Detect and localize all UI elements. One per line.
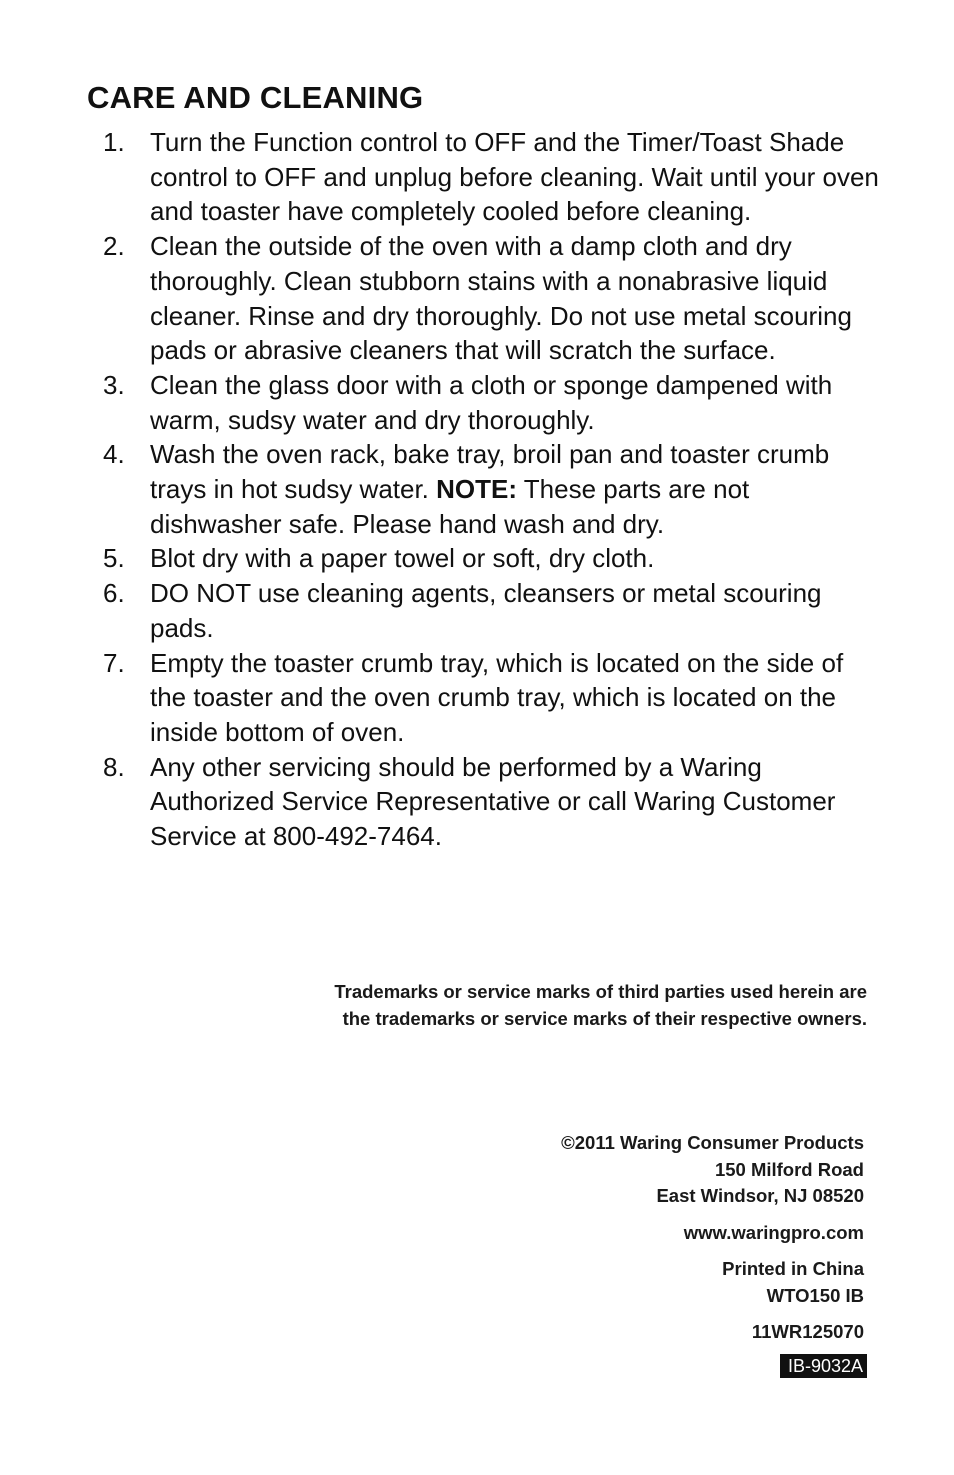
step-text: Clean the glass door with a cloth or sponge dampened with warm, sudsy water and dry thoroughly. [150,369,833,435]
page-title: CARE AND CLEANING [87,80,424,115]
step-item [103,541,883,576]
address-city: East Windsor, NJ 08520 [656,1185,864,1206]
step-number: 1. [103,127,125,157]
step-text: Any other servicing should be performed by a Waring Authorized Service Representative or call Waring Customer Service at 800-492-7464. [150,751,836,852]
step-text-before-note: Wash the oven rack, bake tray, broil pan and toaster crumb trays in hot sudsy water. [150,439,830,505]
cleaning-steps-list [103,125,883,854]
company-footer [561,1130,864,1346]
note-label: NOTE: [436,474,518,505]
step-number: 3. [103,369,125,400]
step-number: 8. [103,751,125,782]
step-number: 4. [103,439,125,470]
step-item [103,646,883,750]
step-text: Blot dry with a paper towel or soft, dry cloth. [150,543,655,574]
step-number: 2. [103,231,125,262]
document-id-badge: IB-9032A [780,1354,867,1378]
trademark-notice [334,978,867,1032]
address-street: 150 Milford Road [714,1158,864,1180]
trademark-line-2: the trademarks or service marks of their respective owners. [342,1008,867,1029]
model-number: WTO150 IB [766,1284,864,1306]
step-item [103,229,883,368]
step-text: Clean the outside of the oven with a damp cloth and dry thoroughly. Clean stubborn stains with a nonabrasive liquid cleaner. Rinse and dry thoroughly. Do not use metal scouring pads or abrasive cleaners that will scratch the surface. [150,231,852,366]
step-number: 7. [103,647,125,678]
step-text [150,439,829,538]
step-text: DO NOT use cleaning agents, cleansers or metal scouring pads. [150,578,822,643]
website-link[interactable]: www.waringpro.com [683,1221,864,1243]
step-number: 5. [103,543,125,574]
step-text: Turn the Function control to OFF and the Timer/Toast Shade control to OFF and unplug before cleaning. Wait until your oven and toaster have completely cooled before cleaning. [150,127,879,227]
printed-in-line: Printed in China [722,1258,864,1279]
trademark-line-1: Trademarks or service marks of third parties used herein are [334,981,867,1002]
step-item [103,576,883,645]
step-number: 6. [103,578,125,609]
step-text-after-note: These parts are not dishwasher safe. Please hand wash and dry. [150,474,750,539]
step-item [103,750,883,854]
step-item [103,437,883,541]
copyright-line: ©2011 Waring Consumer Products [561,1132,864,1153]
step-text: Empty the toaster crumb tray, which is located on the side of the toaster and the oven crumb tray, which is located on the inside bottom of oven. [150,647,844,747]
step-item [103,368,883,437]
step-item [103,125,883,229]
document-code: 11WR125070 [751,1321,864,1342]
